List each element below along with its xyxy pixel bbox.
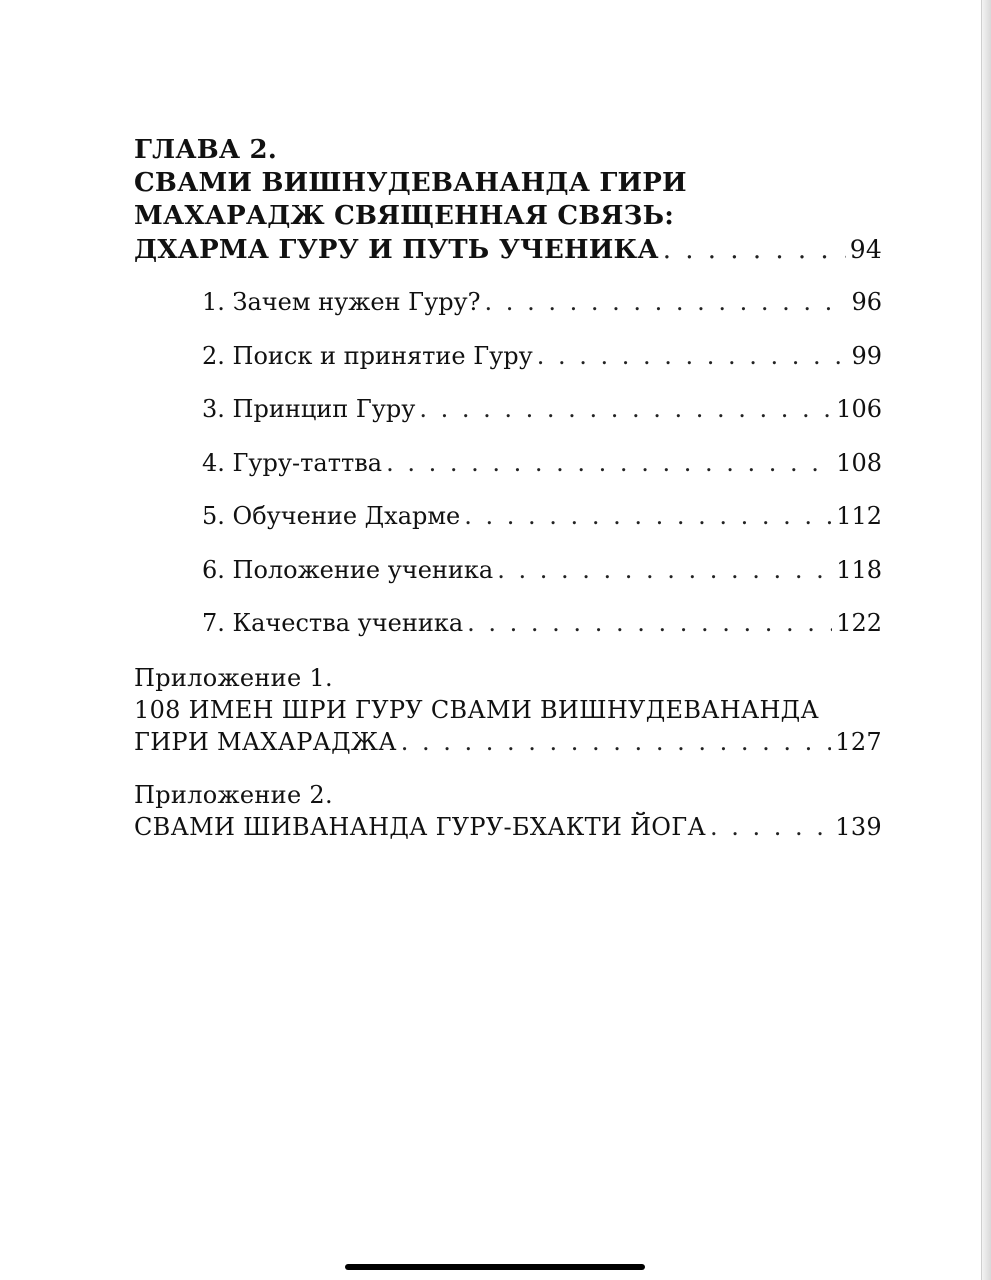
appendix-title-last-line [134,811,882,843]
table-of-contents [134,134,882,843]
appendix-title-line: 108 ИМЕН ШРИ ГУРУ СВАМИ ВИШНУДЕВАНАНДА [134,695,819,724]
dot-leader [467,610,832,636]
toc-item[interactable] [202,396,882,450]
page-number: 139 [835,812,882,841]
page-number: 106 [836,395,882,423]
toc-item[interactable] [202,289,882,343]
appendix-title-last-line [134,726,882,758]
toc-item[interactable] [202,503,882,557]
page-number: 112 [836,502,882,530]
dot-leader [386,450,832,476]
appendix-entry[interactable] [134,662,882,758]
toc-item-label: 3. Принцип Гуру [202,395,416,423]
page-number: 99 [851,341,882,370]
dot-leader [464,503,832,529]
dot-leader [710,811,831,843]
appendix-label: Приложение 1. [134,663,333,692]
toc-item[interactable] [202,343,882,397]
page-number: 108 [836,448,882,477]
home-indicator-bar[interactable] [345,1264,645,1270]
chapter-title-line: ДХАРМА ГУРУ И ПУТЬ УЧЕНИКА [134,235,659,265]
appendix-entry[interactable] [134,779,882,843]
dot-leader [497,557,832,583]
toc-item-label: 5. Обучение Дхарме [202,502,461,530]
toc-item-label: 4. Гуру-таттва [202,448,383,477]
toc-item-label: 1. Зачем нужен Гуру? [202,288,481,316]
page-number: 122 [836,609,882,637]
page-number: 127 [835,727,882,756]
toc-item[interactable] [202,450,882,504]
chapter-entry[interactable] [134,134,882,267]
appendix-title-line: СВАМИ ШИВАНАНДА ГУРУ-БХАКТИ ЙОГА [134,812,706,841]
page-number: 94 [849,235,882,264]
dot-leader [401,726,832,758]
toc-item[interactable] [202,557,882,611]
dot-leader [663,234,846,267]
page-number: 96 [851,288,882,316]
chapter-title-line: ГЛАВА 2. [134,135,278,165]
dot-leader [485,289,848,315]
chapter-title-line: МАХАРАДЖ СВЯЩЕННАЯ СВЯЗЬ: [134,201,675,231]
page-number: 118 [836,555,882,584]
toc-item[interactable] [202,610,882,664]
dot-leader [537,343,848,369]
page-edge [981,0,991,1280]
toc-item-label: 2. Поиск и принятие Гуру [202,341,533,370]
appendix-label: Приложение 2. [134,780,333,809]
toc-item-label: 6. Положение ученика [202,555,494,584]
toc-item-label: 7. Качества ученика [202,609,464,637]
dot-leader [419,396,832,422]
appendix-title-line: ГИРИ МАХАРАДЖА [134,727,397,756]
chapter-title-line: СВАМИ ВИШНУДЕВАНАНДА ГИРИ [134,168,687,198]
section-list [134,289,882,664]
chapter-title-last-line [134,233,882,267]
